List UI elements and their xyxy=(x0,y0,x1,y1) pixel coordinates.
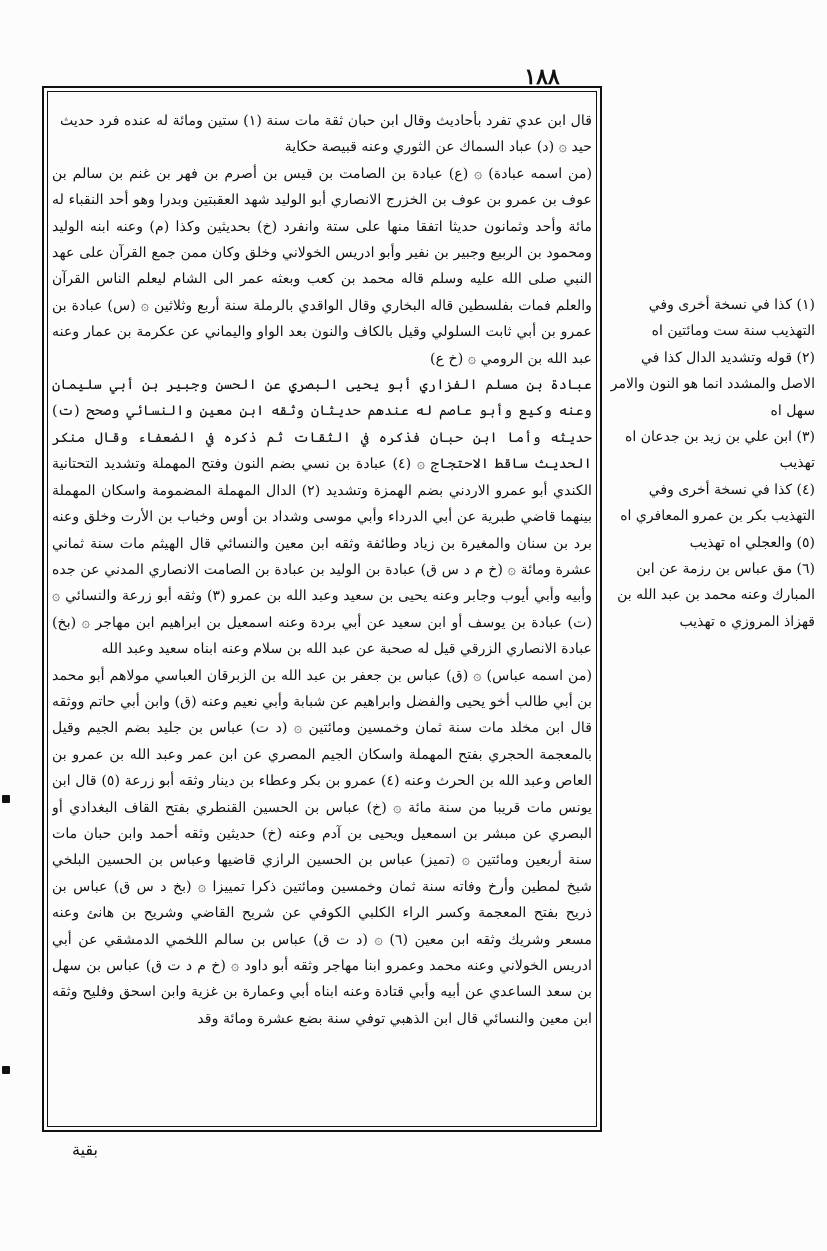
text-paragraph: حيد ۞ (د) عباد السماك عن الثوري وعنه قبيصة حكاية xyxy=(284,139,592,156)
margin-notes xyxy=(605,292,815,742)
margin-note: (٦) مق عباس بن رزمة عن ابن المبارك وعنه محمد بن عبد الله بن قهزاذ المروزي ه تهذيب xyxy=(617,561,815,630)
margin-note: (١) كذا في نسخة أخرى وفي التهذيب سنة ست ومائتين اه xyxy=(648,297,815,340)
catchword: بقية xyxy=(72,1140,98,1159)
margin-note: (٥) والعجلي اه تهذيب xyxy=(689,534,815,551)
text-paragraph: قال ابن عدي تفرد بأحاديث وقال ابن حبان ثقة مات سنة (١) ستين ومائة له عنده فرد حديث xyxy=(59,113,592,129)
main-text-block xyxy=(52,108,592,1118)
margin-mark xyxy=(2,795,10,803)
text-paragraph: عبادة بن مسلم الفزاري أبو يحيى البصري عن الحسن وجبير بن أبي سليمان وعنه وكيع وأبو عاصم له عندهم حديثان وثقه ابن معين والنسائي وصحح (ت) حديثه وأما ابن حبان فذكره في الثقات ثم ذكره في الضعفاء وقال منكر الحديث ساقط الاحتجاج ۞ (٤) عبادة بن نسي بضم النون وفتح المهملة وتشديد التحتانية الكندي أبو عمرو الاردني بضم الهمزة وتشديد (٢) الدال المهملة المضمومة واسكان المهملة بينهما قاضي طبرية عن أبي الدرداء وأبي موسى وشداد بن أوس وخباب بن الأرت وخلق وعنه برد بن سنان والمغيرة بن زياد وطائفة وثقه ابن معين والنسائي قال الهيثم مات سنة ثماني عشرة ومائة ۞ (خ م د س ق) عبادة بن الوليد بن عبادة بن الصامت الانصاري المدني عن جده وأبيه وأبي أيوب وجابر وعنه يحيى بن سعيد وعبد الله بن عمرو (٣) وثقه أبو زرعة والنسائي ۞ (ت) عبادة بن يوسف أو ابن سعيد عن أبي بردة وعنه اسمعيل بن ابراهيم ابن مهاجر ۞ (بخ) عبادة الانصاري الزرقي قيل له صحبة عن عبد الله بن سلام وعنه ابناه سعيد وعبد الله xyxy=(52,377,592,658)
margin-note: (٣) ابن علي بن زيد بن جدعان اه تهذيب xyxy=(625,429,815,472)
page-number: ١٨٨ xyxy=(524,64,560,90)
margin-mark xyxy=(2,1066,10,1074)
text-paragraph: (من اسمه عباس) ۞ (ق) عباس بن جعفر بن عبد الله بن الزبرقان العباسي مولاهم أبو محمد بن أبي طالب أخو يحيى والفضل وابراهيم عن شبابة وأبي نعيم وعنه (ق) وابن أبي حاتم ووثقه قال ابن مخلد مات سنة ثمان وخمسين ومائتين ۞ (د ت) عباس بن جليد بضم الجيم وقيل بالمعجمة الحجري بفتح المهملة واسكان الجيم المصري عن ابن عمر وعبد الله بن عمرو بن العاص وعبد الله بن الحرث وعنه (٤) عمرو بن بكر وعطاء بن دينار وثقه أبو زرعة (٥) قال ابن يونس مات قريبا من سنة مائة ۞ (خ) عباس بن الحسين القنطري بفتح القاف البغدادي أو البصري عن مبشر بن اسمعيل ويحيى بن آدم وعنه (خ) حديثين وثقه أحمد وابن حبان مات سنة أربعين ومائتين ۞ (تميز) عباس بن الحسين الرازي قاضيها وعباس بن الحسين البلخي شيخ لمطين وأرخ وفاته سنة ثمان وخمسين ومائتين ذكرا تمييزا ۞ (بخ د س ق) عباس بن ذريح بفتح المعجمة وكسر الراء الكلبي الكوفي عن شريح القاضي وشريح بن هانئ وعنه مسعر وشريك وثقه ابن معين (٦) ۞ (د ت ق) عباس بن سالم اللخمي الدمشقي عن أبي ادريس الخولاني وعنه محمد وعمرو ابنا مهاجر وثقه أبو داود ۞ (خ م د ت ق) عباس بن سهل بن سعد الساعدي عن أبيه وأبي قتادة وعنه ابناه أبي وعمارة بن غزية وابن اسحق وفليح وثقه ابن معين والنسائي قال ابن الذهبي توفي سنة بضع عشرة ومائة وقد xyxy=(52,667,592,1027)
text-paragraph: (من اسمه عبادة) ۞ (ع) عبادة بن الصامت بن قيس بن أصرم بن فهر بن غنم بن سالم بن عوف بن عمرو بن عوف بن الخزرج الانصاري أبو الوليد شهد العقبتين وبدرا وهو أحد النقباء له مائة وأحد وثمانون حديثا اتفقا منها على ستة وانفرد (خ) بحديثين وكذا (م) وعنه ابنه الوليد ومحمود بن الربيع وجبير بن نفير وأبو ادريس الخولاني وخلق وكان ممن جمع القرآن على عهد النبي صلى الله عليه وسلم قاله محمد بن كعب وبعثه عمر الى الشام ليعلم الناس القرآن والعلم فمات بفلسطين قاله البخاري وقال الواقدي بالرملة سنة أربع وثلاثين ۞ (س) عبادة بن عمرو بن أبي ثابت السلولي وقيل بالكاف والنون بعد الواو واليماني عن عكرمة بن عمار وعنه عبد الله بن الرومي ۞ (خ ع) xyxy=(52,165,592,367)
margin-note: (٢) قوله وتشديد الدال كذا في الاصل والمشدد انما هو النون والامر سهل اه xyxy=(610,349,815,419)
margin-note: (٤) كذا في نسخة أخرى وفي التهذيب بكر بن عمرو المعافري اه xyxy=(620,481,815,525)
